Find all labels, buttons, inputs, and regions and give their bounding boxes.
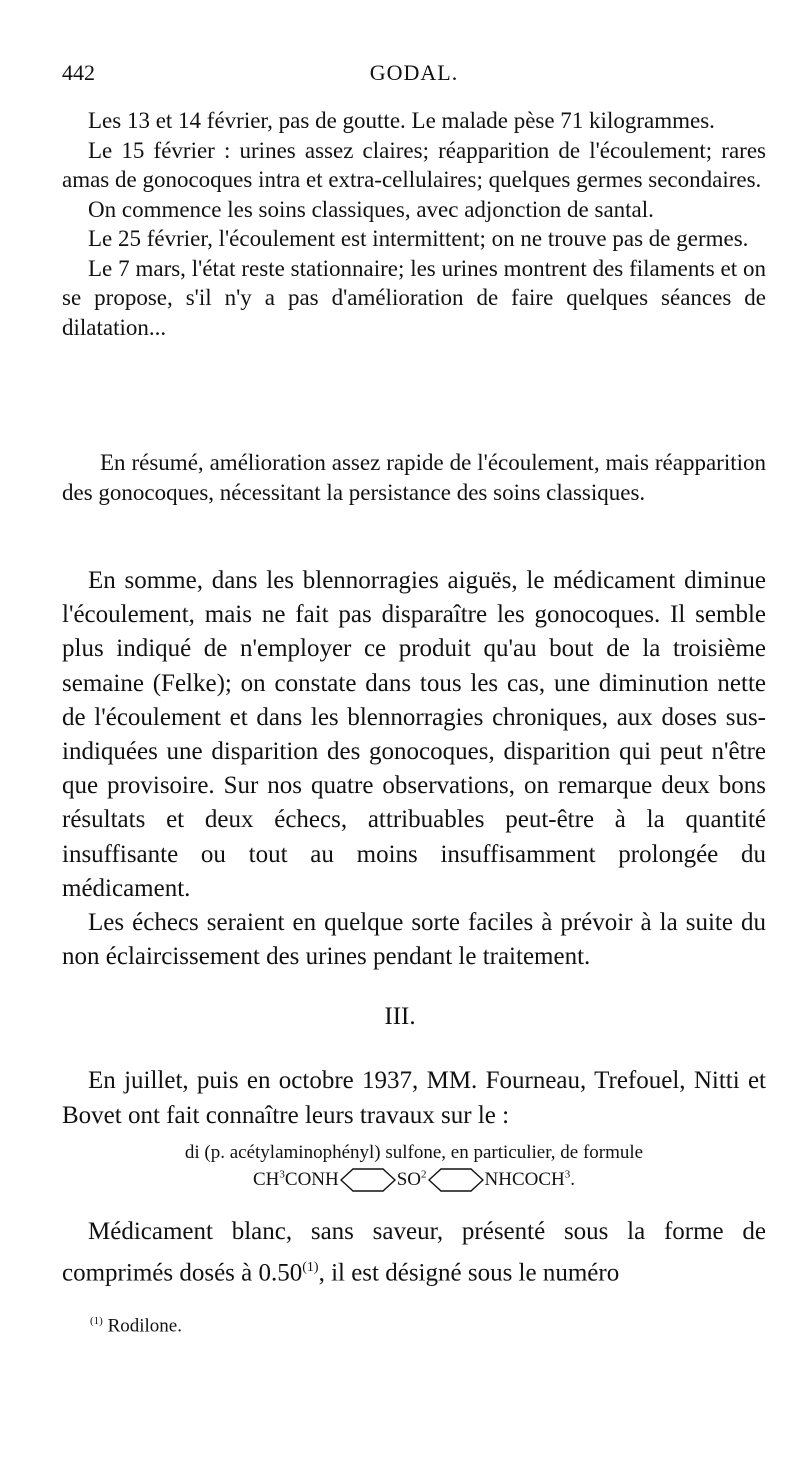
benzene-ring-icon xyxy=(340,1168,396,1192)
footnote-reference: (1) xyxy=(302,1260,319,1275)
observation-paragraph: Le 7 mars, l'état reste stationnaire; les urines montrent des filaments et on se propose, s'il n'y a pas d'amélioration de faire quelques séances de dilatation... xyxy=(62,255,766,340)
formula-end: . xyxy=(570,1169,576,1190)
footnote-text: Rodilone. xyxy=(107,1315,182,1337)
observation-notes xyxy=(62,106,766,342)
footnote xyxy=(90,1315,182,1337)
resume-paragraph: En résumé, amélioration assez rapide de l'écoulement, mais réapparition des gonocoques, nécessitant la persistance des soins classiques. xyxy=(62,450,766,505)
section-intro-paragraph: En juillet, puis en octobre 1937, MM. Fourneau, Trefouel, Nitti et Bovet ont fait connaître leurs travaux sur le : xyxy=(62,1067,766,1129)
formula-middle-sup: 2 xyxy=(421,1168,427,1181)
formula-right-sup: 3 xyxy=(564,1168,571,1181)
observation-paragraph: Les 13 et 14 février, pas de goutte. Le malade pèse 71 kilogrammes. xyxy=(88,108,715,133)
observation-paragraph: Le 25 février, l'écoulement est intermittent; on ne trouve pas de germes. xyxy=(88,226,749,251)
formula-caption: di (p. acétylaminophényl) sulfone, en particulier, de formule xyxy=(184,1142,644,1163)
continuation-end: , il est désigné sous le numéro xyxy=(318,1259,620,1287)
formula-left: CH xyxy=(252,1169,280,1190)
conclusion-paragraph: En somme, dans les blennorragies aiguës, le médicament diminue l'écoulement, mais ne fait pas disparaître les gonocoques. Il semble plus indiqué de n'employer ce produit qu'au bout de la troisième semaine (Felke); on constate dans tous les cas, une diminution nette de l'écoulement et dans les blennorragies chroniques, aux doses sus-indiquées une disparition des gonocoques, disparition qui peut n'être que provisoire. Sur nos quatre observations, on remarque deux bons résultats et deux échecs, attribuables peut-être à la quantité insuffisante ou tout au moins insuffisamment prolongée du médicament. xyxy=(62,567,766,902)
formula-middle: SO xyxy=(396,1169,422,1190)
continuation-paragraph xyxy=(62,1214,766,1291)
formula-right: NHCOCH xyxy=(484,1169,565,1190)
continuation-text: Médicament blanc, sans saveur, présenté sous la forme de comprimés dosés à 0.50 xyxy=(62,1218,766,1287)
chemical-formula xyxy=(62,1168,766,1192)
running-head: GODAL. xyxy=(369,60,459,85)
conclusion-text xyxy=(62,564,766,974)
formula-left-tail: CONH xyxy=(284,1169,339,1190)
benzene-ring-icon xyxy=(428,1168,484,1192)
conclusion-paragraph: Les échecs seraient en quelque sorte faciles à prévoir à la suite du non éclaircissement des urines pendant le traitement. xyxy=(62,909,766,971)
page-number: 442 xyxy=(62,60,95,85)
page-header xyxy=(62,60,766,92)
observation-paragraph: Le 15 février : urines assez claires; réapparition de l'écoulement; rares amas de gonocoques intra et extra-cellulaires; quelques germes secondaires. xyxy=(62,137,766,192)
observation-paragraph: On commence les soins classiques, avec adjonction de santal. xyxy=(88,196,654,222)
formula-left-sup: 3 xyxy=(279,1168,285,1181)
footnote-mark: (1) xyxy=(90,1315,103,1327)
section-heading: III. xyxy=(384,1003,416,1030)
